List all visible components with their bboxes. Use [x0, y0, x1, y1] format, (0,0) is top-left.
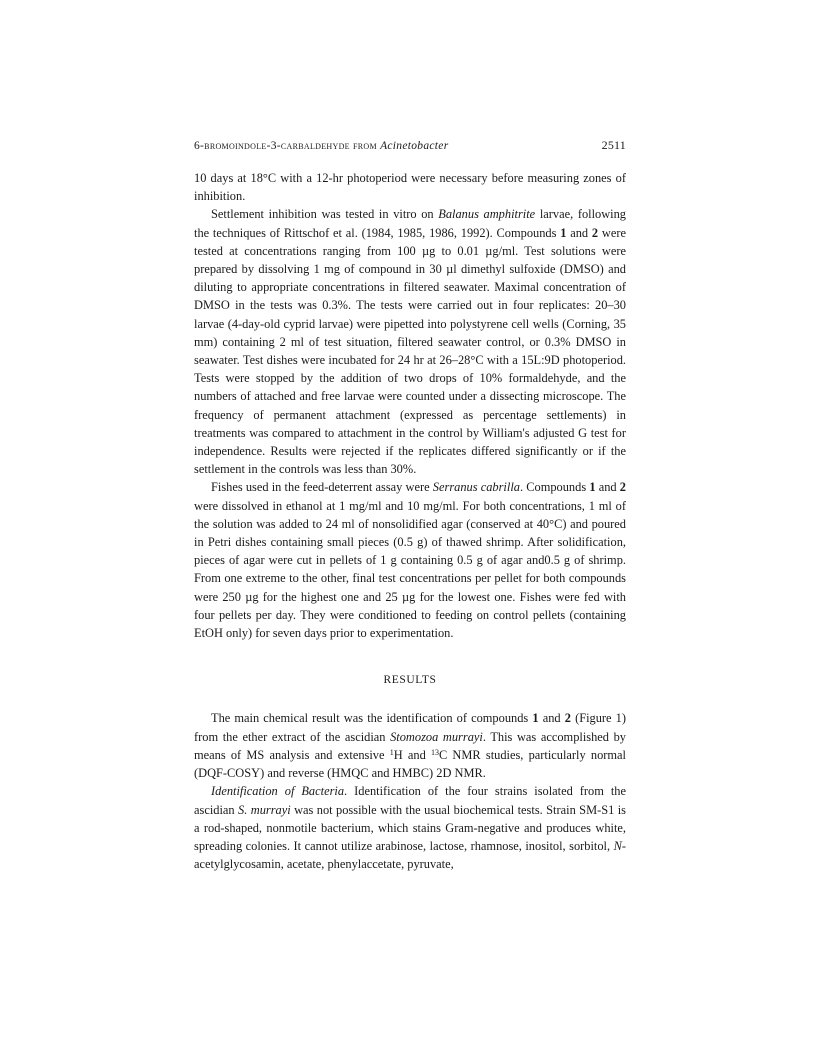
running-title-prefix: 6-bromoindole-3-carbaldehyde from [194, 140, 381, 152]
running-header [194, 138, 626, 156]
paragraph-3: Fishes used in the feed-deterrent assay were Serranus cabrilla. Compounds 1 and 2 were dissolved in ethanol at 1 mg/ml and 10 mg/ml. For both concentrations, 1 ml of the solution was added to 24 ml of nonsolidified agar (conserved at 40°C) and poured in Petri dishes containing small pieces (0.5 g) of thawed shrimp. After solidification, pieces of agar were cut in pellets of 1 g containing 0.5 g of agar and0.5 g of shrimp. From one extreme to the other, final test concentrations per pellet for both compounds were 250 µg for the highest one and 25 µg for the lowest one. Fishes were fed with four pellets per day. They were conditioned to feeding on control pellets (containing EtOH only) for seven days prior to experimentation. [194, 480, 626, 641]
section-heading-results: RESULTS [383, 674, 437, 687]
paragraph-1: 10 days at 18°C with a 12-hr photoperiod were necessary before measuring zones of inhibition. [194, 171, 626, 204]
document-page [194, 138, 626, 873]
running-title [194, 140, 448, 152]
body-text [194, 169, 626, 873]
running-title-genus: Acinetobacter [380, 140, 449, 152]
paragraph-4: The main chemical result was the identification of compounds 1 and 2 (Figure 1) from the ether extract of the ascidian Stomozoa murrayi. This was accomplished by means of MS analysis and extensive $^1$H and $^{13}$C NMR studies, particularly normal (DQF-COSY) and reverse (HMQC and HMBC) 2D NMR. [194, 711, 626, 781]
page-number: 2511 [601, 138, 626, 152]
paragraph-5: Identification of Bacteria. Identification of the four strains isolated from the ascidian S. murrayi was not possible with the usual biochemical tests. Strain SM-S1 is a rod-shaped, nonmotile bacterium, which stains Gram-negative and produces white, spreading colonies. It cannot utilize arabinose, lactose, rhamnose, inositol, sorbitol, N-acetylglycosamin, acetate, phenylaccetate, pyruvate, [194, 784, 626, 872]
paragraph-2: Settlement inhibition was tested in vitro on Balanus amphitrite larvae, following the techniques of Rittschof et al. (1984, 1985, 1986, 1992). Compounds 1 and 2 were tested at concentrations ranging from 100 µg to 0.01 µg/ml. Test solutions were prepared by dissolving 1 mg of compound in 30 µl dimethyl sulfoxide (DMSO) and diluting to appropriate concentrations in filtered seawater. Maximal concentration of DMSO in the tests was 0.3%. The tests were carried out in four replicates: 20–30 larvae (4-day-old cyprid larvae) were pipetted into polystyrene cell wells (Corning, 35 mm) containing 2 ml of test situation, filtered seawater control, or 0.3% DMSO in seawater. Test dishes were incubated for 24 hr at 26–28°C with a 15L:9D photoperiod. Tests were stopped by the addition of two drops of 10% formaldehyde, and the numbers of attached and free larvae were counted under a dissecting microscope. The frequency of permanent attachment (expressed as percentage settlements) in treatments was compared to attachment in the control by William's adjusted G test for independence. Results were rejected if the replicates differed significantly or if the settlement in the controls was less than 30%. [194, 207, 626, 477]
